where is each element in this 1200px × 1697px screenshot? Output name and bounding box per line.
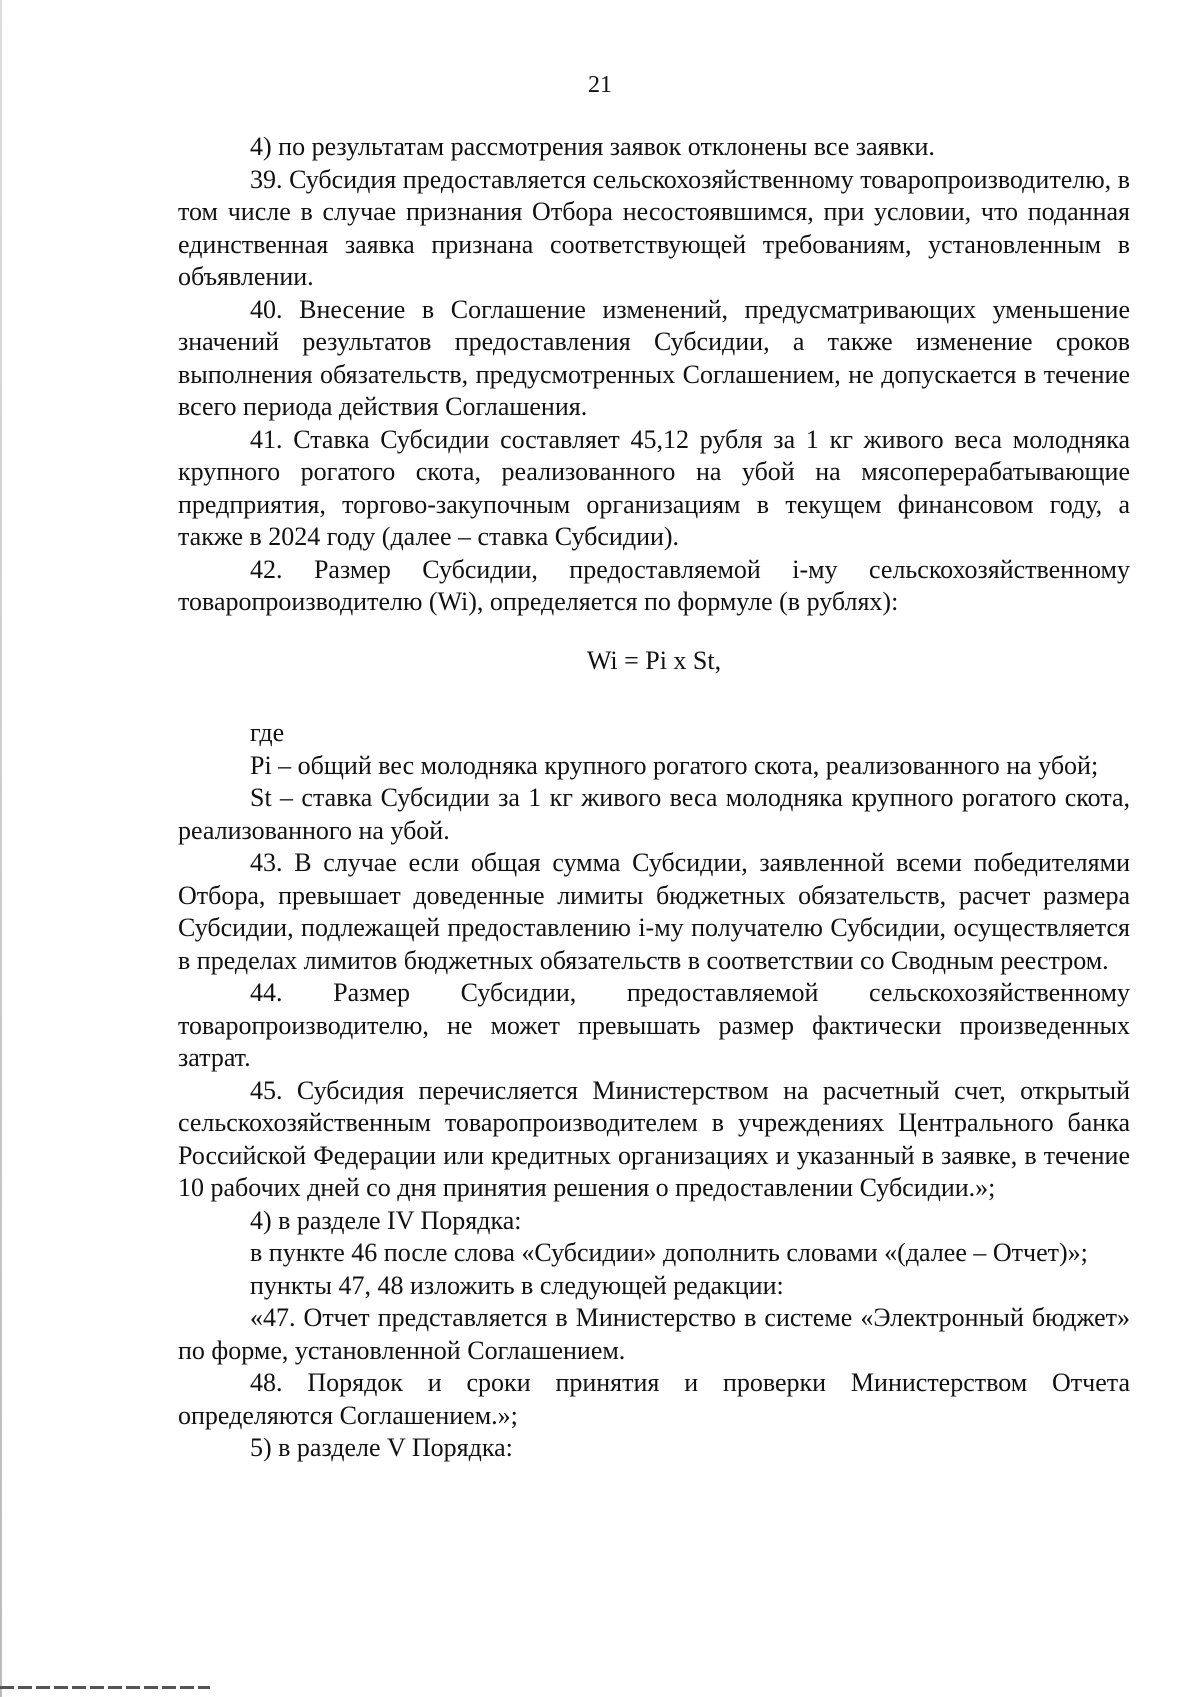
paragraph-48: 48. Порядок и сроки принятия и проверки Министерством Отчета определяются Соглашением.»; xyxy=(178,1368,1130,1430)
paragraph-39: 39. Субсидия предоставляется сельскохозяйственному товаропроизводителю, в том числе в случае признания Отбора несостоявшимся, при условии, что поданная единственная заявка признана соответствующей требованиям, установленным в объявлении. xyxy=(178,164,1130,291)
paragraph-40: 40. Внесение в Соглашение изменений, предусматривающих уменьшение значений результатов предоставления Субсидии, а также изменение сроков выполнения обязательств, предусмотренных Соглашением, не допускается в течение всего периода действия Соглашения. xyxy=(178,294,1130,421)
paragraph-43: 43. В случае если общая сумма Субсидии, заявленной всеми победителями Отбора, превышает доведенные лимиты бюджетных обязательств, расчет размера Субсидии, подлежащей предоставлению i-му получателю Субсидии, осуществляется в пределах лимитов бюджетных обязательств в соответствии со Сводным реестром. xyxy=(178,848,1130,975)
paragraph-point-46: в пункте 46 после слова «Субсидии» дополнить словами «(далее – Отчет)»; xyxy=(250,1238,1088,1267)
scan-edge-left xyxy=(0,0,2,1697)
definition-st: St – ставка Субсидии за 1 кг живого веса молодняка крупного рогатого скота, реализованного на убой. xyxy=(178,783,1130,845)
paragraph-41: 41. Ставка Субсидии составляет 45,12 рубля за 1 кг живого веса молодняка крупного рогатого скота, реализованного на убой на мясоперерабатывающие предприятия, торгово-закупочным организациям в текущем финансовом году, а также в 2024 году (далее – ставка Субсидии). xyxy=(178,424,1130,551)
scan-edge-bottom xyxy=(0,1686,210,1689)
paragraph-42: 42. Размер Субсидии, предоставляемой i-му сельскохозяйственному товаропроизводителю (Wi), определяется по формуле (в рублях): xyxy=(178,554,1130,616)
page-number: 21 xyxy=(588,72,612,98)
definition-pi: Pi – общий вес молодняка крупного рогатого скота, реализованного на убой; xyxy=(250,750,1099,780)
paragraph-section-iv: 4) в разделе IV Порядка: xyxy=(250,1205,522,1235)
paragraph-item-4-rejected: 4) по результатам рассмотрения заявок отклонены все заявки. xyxy=(250,132,935,161)
paragraph-45: 45. Субсидия перечисляется Министерством на расчетный счет, открытый сельскохозяйственным товаропроизводителем в учреждениях Центрального банка Российской Федерации или кредитных организациях и указанный в заявке, в течение 10 рабочих дней со дня принятия решения о предоставлении Субсидии.»; xyxy=(178,1075,1130,1202)
paragraph-44: 44. Размер Субсидии, предоставляемой сельскохозяйственному товаропроизводителю, не может превышать размер фактически произведенных затрат. xyxy=(178,978,1130,1072)
paragraph-where: где xyxy=(250,718,285,747)
paragraph-47: «47. Отчет представляется в Министерство в системе «Электронный бюджет» по форме, установленной Соглашением. xyxy=(178,1303,1130,1365)
paragraph-points-47-48: пункты 47, 48 изложить в следующей редакции: xyxy=(250,1270,784,1300)
paragraph-section-v: 5) в разделе V Порядка: xyxy=(250,1433,513,1462)
document-body xyxy=(178,131,1130,1465)
formula: Wi = Pi x St, xyxy=(586,645,722,675)
